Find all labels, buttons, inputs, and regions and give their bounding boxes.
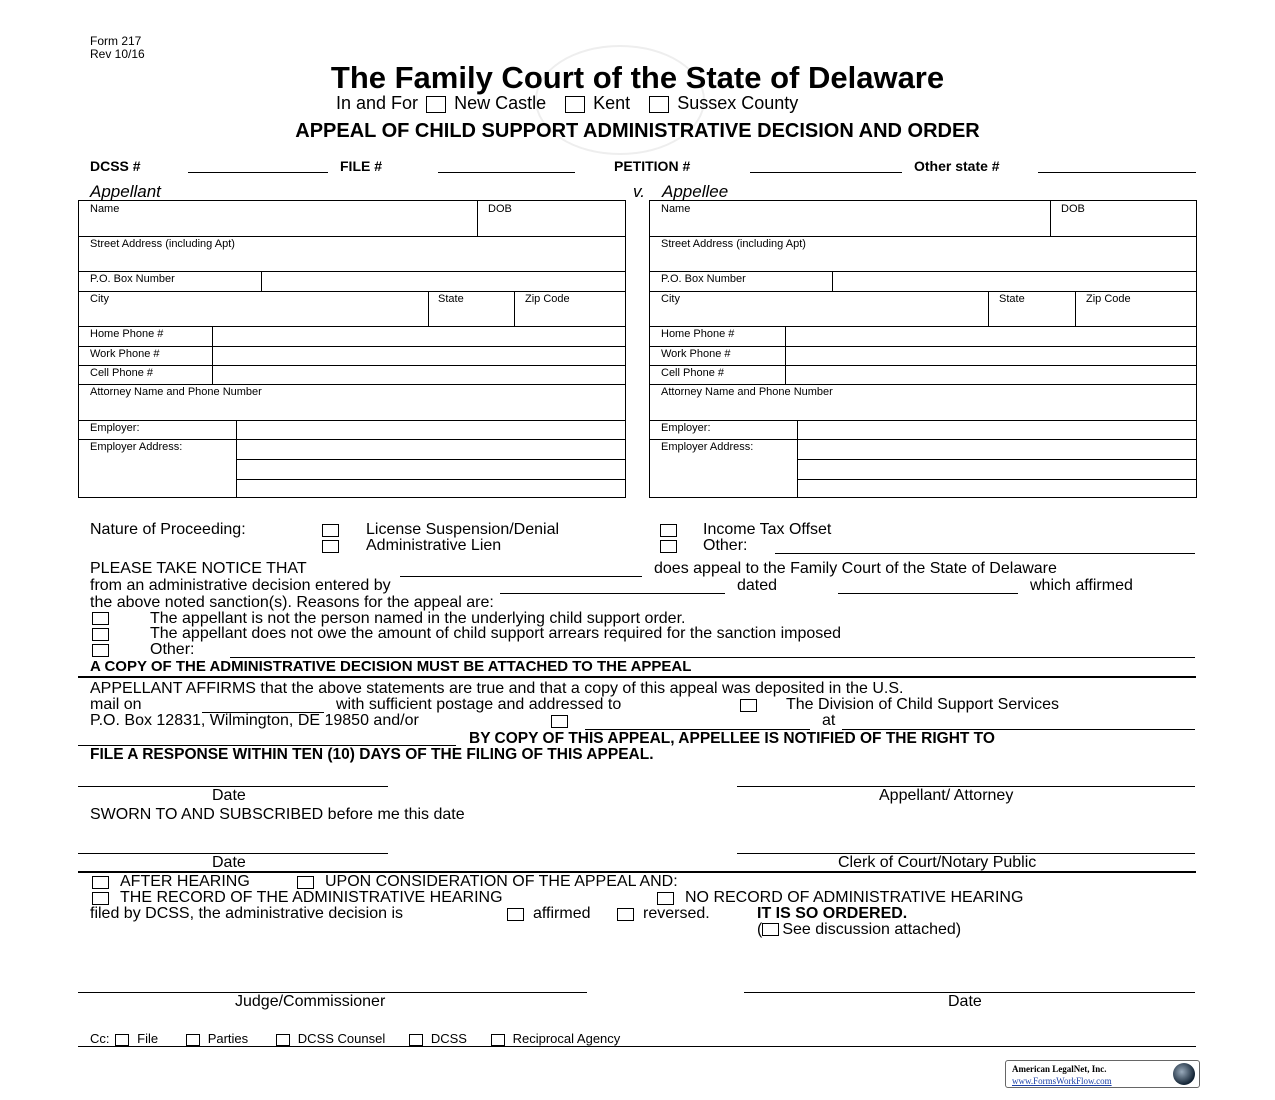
appellee-zip-label: Zip Code [1086, 293, 1131, 305]
reason2-label: The appellant does not owe the amount of child support arrears required for the sanction imposed [150, 625, 842, 642]
sussex-label: Sussex County [677, 93, 799, 113]
cc-dcss-checkbox[interactable] [409, 1034, 423, 1046]
appellant-pobox-label: P.O. Box Number [90, 273, 175, 285]
appellee-cell-phone-label: Cell Phone # [661, 367, 724, 379]
appellant-work-phone-label: Work Phone # [90, 348, 160, 360]
license-suspension-label: License Suspension/Denial [366, 521, 560, 538]
new-castle-label: New Castle [454, 93, 547, 113]
other-state-label: Other state # [914, 158, 1000, 174]
judge-date-label: Date [948, 993, 982, 1010]
affirm-pobox: P.O. Box 12831, Wilmington, DE 19850 and/or [90, 712, 419, 729]
cc-label: Cc: [90, 1031, 110, 1046]
reason1-checkbox[interactable] [92, 612, 109, 625]
other-state-input[interactable] [1038, 172, 1196, 173]
appellant-box [78, 200, 626, 498]
reason2-checkbox[interactable] [92, 628, 109, 641]
cc-dcss-counsel-checkbox[interactable] [276, 1034, 290, 1046]
reversed-label: reversed. [643, 905, 710, 922]
notice-affirmed-label: which affirmed [1030, 577, 1133, 594]
see-open-paren: ( [757, 921, 763, 938]
affirmed-label: affirmed [533, 905, 591, 922]
sworn-label: SWORN TO AND SUBSCRIBED before me this date [90, 806, 465, 823]
sworn-date-label: Date [212, 854, 246, 871]
cc-parties-checkbox[interactable] [186, 1034, 200, 1046]
new-castle-checkbox[interactable] [426, 96, 446, 113]
proceeding-other-input[interactable] [775, 553, 1195, 554]
income-tax-offset-label: Income Tax Offset [703, 521, 832, 538]
appellant-employer-label: Employer: [90, 422, 140, 434]
cc-file-checkbox[interactable] [115, 1034, 129, 1046]
appellee-name-label: Name [661, 203, 691, 215]
appellee-work-phone-label: Work Phone # [661, 348, 731, 360]
reason-other-label: Other: [150, 641, 195, 658]
affirm-at: at [822, 712, 836, 729]
appellee-home-phone-label: Home Phone # [661, 328, 735, 340]
appellant-street-label: Street Address (including Apt) [90, 238, 235, 250]
clerk-label: Clerk of Court/Notary Public [838, 854, 1037, 871]
after-hearing-label: AFTER HEARING [120, 873, 250, 890]
appellant-name-label: Name [90, 203, 120, 215]
see-discussion-checkbox[interactable] [762, 923, 779, 936]
logo-url[interactable]: www.FormsWorkFlow.com [1012, 1076, 1112, 1086]
form-title: APPEAL OF CHILD SUPPORT ADMINISTRATIVE DECISION AND ORDER [295, 120, 980, 142]
dcss-address-checkbox[interactable] [740, 699, 757, 712]
appellee-employer-address-label: Employer Address: [661, 441, 754, 453]
entered-by-input[interactable] [500, 593, 725, 594]
affirm-postage: with sufficient postage and addressed to [336, 696, 622, 713]
appellee-dob-label: DOB [1061, 203, 1085, 215]
versus-label: v. [633, 182, 645, 201]
notice-line3: the above noted sanction(s). Reasons for the appeal are: [90, 594, 494, 611]
response-deadline: FILE A RESPONSE WITHIN TEN (10) DAYS OF THE FILING OF THIS APPEAL. [90, 746, 654, 763]
appellant-dob-label: DOB [488, 203, 512, 215]
record-label: THE RECORD OF THE ADMINISTRATIVE HEARING [120, 889, 503, 906]
notice-line2a: from an administrative decision entered by [90, 577, 391, 594]
appellant-heading: Appellant [90, 182, 161, 201]
after-hearing-checkbox[interactable] [92, 876, 109, 889]
cc-parties-label: Parties [207, 1031, 249, 1046]
proceeding-other-label: Other: [703, 537, 748, 554]
no-record-checkbox[interactable] [657, 892, 674, 905]
appellant-home-phone-label: Home Phone # [90, 328, 164, 340]
appellant-date-label: Date [212, 787, 246, 804]
reason-other-checkbox[interactable] [92, 644, 109, 657]
affirm-mail-on: mail on [90, 696, 142, 713]
appellant-cell-phone-label: Cell Phone # [90, 367, 153, 379]
appellee-state-label: State [999, 293, 1025, 305]
appellant-zip-label: Zip Code [525, 293, 570, 305]
in-and-for-label: In and For [336, 93, 419, 113]
reversed-checkbox[interactable] [617, 908, 634, 921]
appellee-heading: Appellee [662, 182, 729, 201]
form-revision: Rev 10/16 [90, 47, 145, 61]
judge-label: Judge/Commissioner [235, 993, 386, 1010]
cc-reciprocal-checkbox[interactable] [491, 1034, 505, 1046]
license-suspension-checkbox[interactable] [322, 524, 339, 537]
administrative-lien-checkbox[interactable] [322, 540, 339, 553]
petition-label: PETITION # [614, 158, 691, 174]
file-input[interactable] [438, 172, 575, 173]
kent-checkbox[interactable] [565, 96, 585, 113]
upon-consideration-checkbox[interactable] [297, 876, 314, 889]
appellant-state-label: State [438, 293, 464, 305]
administrative-lien-label: Administrative Lien [366, 537, 502, 554]
dcss-input[interactable] [188, 172, 328, 173]
appellant-name-input[interactable] [400, 576, 642, 577]
filed-by-label: filed by DCSS, the administrative decision is [90, 905, 404, 922]
appellant-employer-address-label: Employer Address: [90, 441, 183, 453]
appellee-attorney-label: Attorney Name and Phone Number [661, 386, 833, 398]
cc-file-label: File [137, 1031, 159, 1046]
see-discussion [757, 922, 961, 938]
county-line [336, 93, 798, 114]
other-address-checkbox[interactable] [551, 715, 568, 728]
footer-divider [78, 1046, 1196, 1047]
affirmed-checkbox[interactable] [507, 908, 524, 921]
upon-consideration-label: UPON CONSIDERATION OF THE APPEAL AND: [325, 873, 678, 890]
cc-dcss-label: DCSS [430, 1031, 467, 1046]
appellant-attorney-label: Attorney Name and Phone Number [90, 386, 262, 398]
notice-line1a: PLEASE TAKE NOTICE THAT [90, 560, 307, 577]
section-divider-1 [78, 676, 1196, 678]
appellee-box [649, 200, 1197, 498]
petition-input[interactable] [750, 172, 902, 173]
cc-reciprocal-label: Reciprocal Agency [512, 1031, 621, 1046]
logo-company: American LegalNet, Inc. [1012, 1064, 1107, 1074]
so-ordered-label: IT IS SO ORDERED. [757, 905, 908, 922]
sussex-checkbox[interactable] [649, 96, 669, 113]
copy-attached-notice: A COPY OF THE ADMINISTRATIVE DECISION MUST BE ATTACHED TO THE APPEAL [90, 658, 692, 675]
notice-line1b: does appeal to the Family Court of the State of Delaware [654, 560, 1057, 577]
reason1-label: The appellant is not the person named in the underlying child support order. [150, 610, 686, 627]
globe-icon [1173, 1063, 1195, 1085]
record-checkbox[interactable] [92, 892, 109, 905]
appellee-pobox-label: P.O. Box Number [661, 273, 746, 285]
cc-row [90, 1031, 620, 1046]
appellee-employer-label: Employer: [661, 422, 711, 434]
proceeding-label: Nature of Proceeding: [90, 521, 246, 538]
appellant-attorney-label: Appellant/ Attorney [879, 787, 1014, 804]
dated-input[interactable] [838, 593, 1018, 594]
appellee-city-label: City [661, 293, 680, 305]
dcss-label: DCSS # [90, 158, 141, 174]
notice-dated-label: dated [737, 577, 778, 594]
form-number: Form 217 [90, 34, 142, 48]
affirm-dcss: The Division of Child Support Services [786, 696, 1060, 713]
kent-label: Kent [593, 93, 631, 113]
see-discussion-label: See discussion attached) [782, 921, 962, 938]
appellant-city-label: City [90, 293, 109, 305]
proceeding-other-checkbox[interactable] [660, 540, 677, 553]
income-tax-offset-checkbox[interactable] [660, 524, 677, 537]
no-record-label: NO RECORD OF ADMINISTRATIVE HEARING [685, 889, 1024, 906]
cc-dcss-counsel-label: DCSS Counsel [297, 1031, 386, 1046]
appellee-notified: BY COPY OF THIS APPEAL, APPELLEE IS NOTIFIED OF THE RIGHT TO [469, 730, 995, 747]
appellee-street-label: Street Address (including Apt) [661, 238, 806, 250]
legalnet-logo [1005, 1060, 1200, 1088]
court-title: The Family Court of the State of Delaware [330, 60, 945, 95]
file-label: FILE # [340, 158, 383, 174]
affirm-line1: APPELLANT AFFIRMS that the above statements are true and that a copy of this appeal was deposited in the U.S. [90, 680, 904, 697]
